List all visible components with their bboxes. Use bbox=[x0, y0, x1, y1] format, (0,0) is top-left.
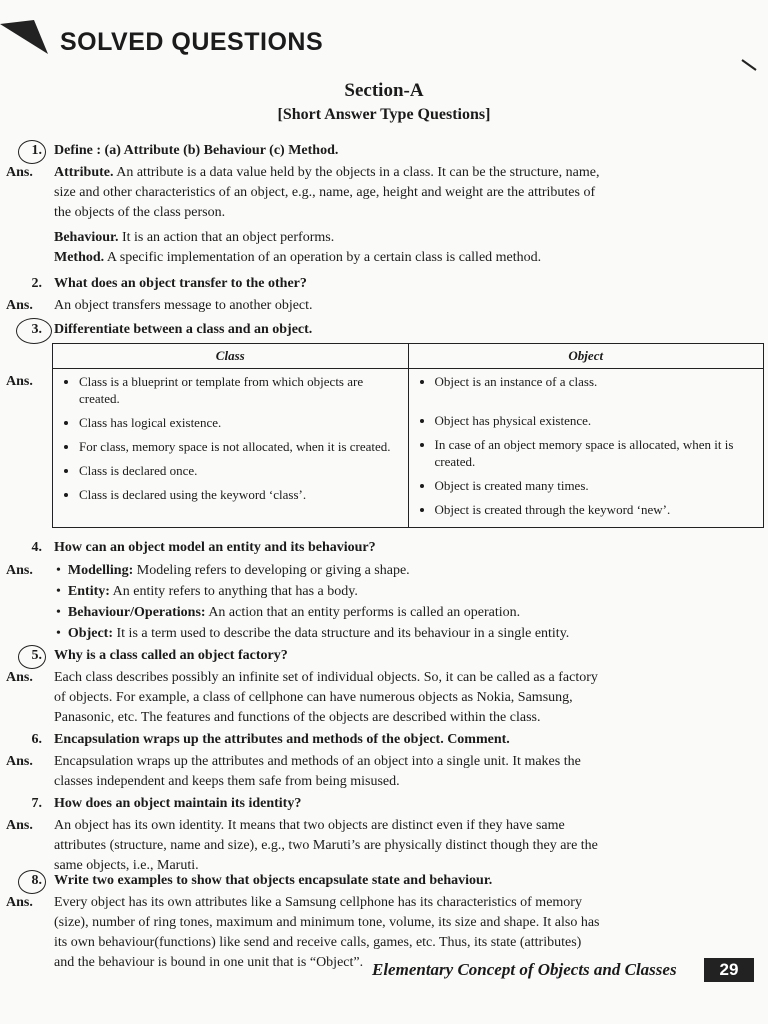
q2-question: What does an object transfer to the other? bbox=[54, 276, 307, 291]
q5-ans-label: Ans. bbox=[6, 670, 33, 685]
q1-attribute-line-1: Attribute. An attribute is a data value held by the objects in a class. It can be the structure, name, bbox=[54, 165, 600, 180]
class-point: • Class is declared once. bbox=[79, 462, 400, 479]
table-header-class: Class bbox=[53, 344, 409, 369]
class-object-table bbox=[52, 343, 764, 528]
q6-ans-label: Ans. bbox=[6, 754, 33, 769]
q1-question: Define : (a) Attribute (b) Behaviour (c) Method. bbox=[54, 143, 339, 158]
q5-line-3: Panasonic, etc. The features and functions of the objects are described within the class. bbox=[54, 710, 541, 725]
q6-line-1: Encapsulation wraps up the attributes and methods of an object into a single unit. It makes the bbox=[54, 754, 581, 769]
class-column bbox=[53, 369, 409, 528]
q5-question: Why is a class called an object factory? bbox=[54, 648, 288, 663]
q8-line-4: and the behaviour is bound in one unit that is “Object”. bbox=[54, 955, 364, 970]
page-heading: SOLVED QUESTIONS bbox=[60, 28, 324, 56]
q4-bullet-4: • Object: It is a term used to describe the data structure and its behaviour in a single entity. bbox=[56, 626, 570, 641]
q6-number: 6. bbox=[31, 732, 42, 747]
q6-line-2: classes independent and keeps them safe from being misused. bbox=[54, 774, 400, 789]
q7-ans-label: Ans. bbox=[6, 818, 33, 833]
corner-triangle-mark bbox=[0, 20, 50, 56]
q2-ans-label: Ans. bbox=[6, 298, 33, 313]
object-point: • In case of an object memory space is allocated, when it is created. bbox=[435, 436, 756, 470]
q7-line-2: attributes (structure, name and size), e.g., two Maruti’s are physically distinct though they are the bbox=[54, 838, 598, 853]
q4-bullet-1: • Modelling: Modeling refers to developing or giving a shape. bbox=[56, 563, 410, 578]
q7-number: 7. bbox=[31, 796, 42, 811]
page-number: 29 bbox=[704, 958, 754, 982]
q5-number: 5. bbox=[31, 648, 42, 663]
object-point: • Object is an instance of a class. bbox=[435, 373, 756, 390]
q3-question: Differentiate between a class and an object. bbox=[54, 322, 313, 337]
q5-line-2: of objects. For example, a class of cellphone can have numerous objects as Nokia, Samsung, bbox=[54, 690, 573, 705]
q1-attribute-line-2: size and other characteristics of an object, e.g., name, age, height and weight are the attributes of bbox=[54, 185, 596, 200]
q8-line-3: its own behaviour(functions) like send and receive calls, games, etc. Thus, its state (attributes) bbox=[54, 935, 582, 950]
section-subtitle: [Short Answer Type Questions] bbox=[277, 106, 491, 123]
object-column bbox=[408, 369, 764, 528]
q4-bullet-3: • Behaviour/Operations: An action that an entity performs is called an operation. bbox=[56, 605, 521, 620]
q8-line-2: (size), number of ring tones, maximum and minimum tone, volume, its size and shape. It also has bbox=[54, 915, 600, 930]
q1-behaviour-line: Behaviour. It is an action that an object performs. bbox=[54, 230, 335, 245]
q4-bullet-2: • Entity: An entity refers to anything that has a body. bbox=[56, 584, 358, 599]
q4-number: 4. bbox=[31, 540, 42, 555]
class-point: • Class is declared using the keyword ‘class’. bbox=[79, 486, 400, 503]
chapter-footer: Elementary Concept of Objects and Classes bbox=[372, 960, 677, 979]
object-point: • Object has physical existence. bbox=[435, 412, 756, 429]
class-point: • Class is a blueprint or template from which objects are created. bbox=[79, 373, 400, 407]
q5-line-1: Each class describes possibly an infinite set of individual objects. So, it can be called as a factory bbox=[54, 670, 598, 685]
q2-answer: An object transfers message to another object. bbox=[54, 298, 313, 313]
q7-line-3: same objects, i.e., Maruti. bbox=[54, 858, 199, 873]
class-point: • Class has logical existence. bbox=[79, 414, 400, 431]
attribute-term: Attribute. bbox=[54, 165, 114, 180]
q2-number: 2. bbox=[31, 276, 42, 291]
object-point: • Object is created through the keyword ‘new’. bbox=[435, 501, 756, 518]
q7-question: How does an object maintain its identity? bbox=[54, 796, 302, 811]
q8-number: 8. bbox=[31, 873, 42, 888]
q1-number: 1. bbox=[31, 143, 42, 158]
q6-question: Encapsulation wraps up the attributes and methods of the object. Comment. bbox=[54, 732, 510, 747]
q3-ans-label: Ans. bbox=[6, 374, 33, 389]
pen-tick-mark bbox=[740, 56, 760, 72]
q4-ans-label: Ans. bbox=[6, 563, 33, 578]
q3-number: 3. bbox=[31, 322, 42, 337]
q4-question: How can an object model an entity and its behaviour? bbox=[54, 540, 376, 555]
section-title: Section-A bbox=[344, 80, 424, 101]
q7-line-1: An object has its own identity. It means that two objects are distinct even if they have same bbox=[54, 818, 565, 833]
q8-ans-label: Ans. bbox=[6, 895, 33, 910]
object-point: • Object is created many times. bbox=[435, 477, 756, 494]
q1-attribute-line-3: the objects of the class person. bbox=[54, 205, 226, 220]
q8-line-1: Every object has its own attributes like a Samsung cellphone has its characteristics of memory bbox=[54, 895, 582, 910]
table-header-object: Object bbox=[408, 344, 764, 369]
q1-ans-label: Ans. bbox=[6, 165, 33, 180]
q8-question: Write two examples to show that objects encapsulate state and behaviour. bbox=[54, 873, 493, 888]
class-point: • For class, memory space is not allocated, when it is created. bbox=[79, 438, 400, 455]
q1-method-line: Method. A specific implementation of an operation by a certain class is called method. bbox=[54, 250, 542, 265]
